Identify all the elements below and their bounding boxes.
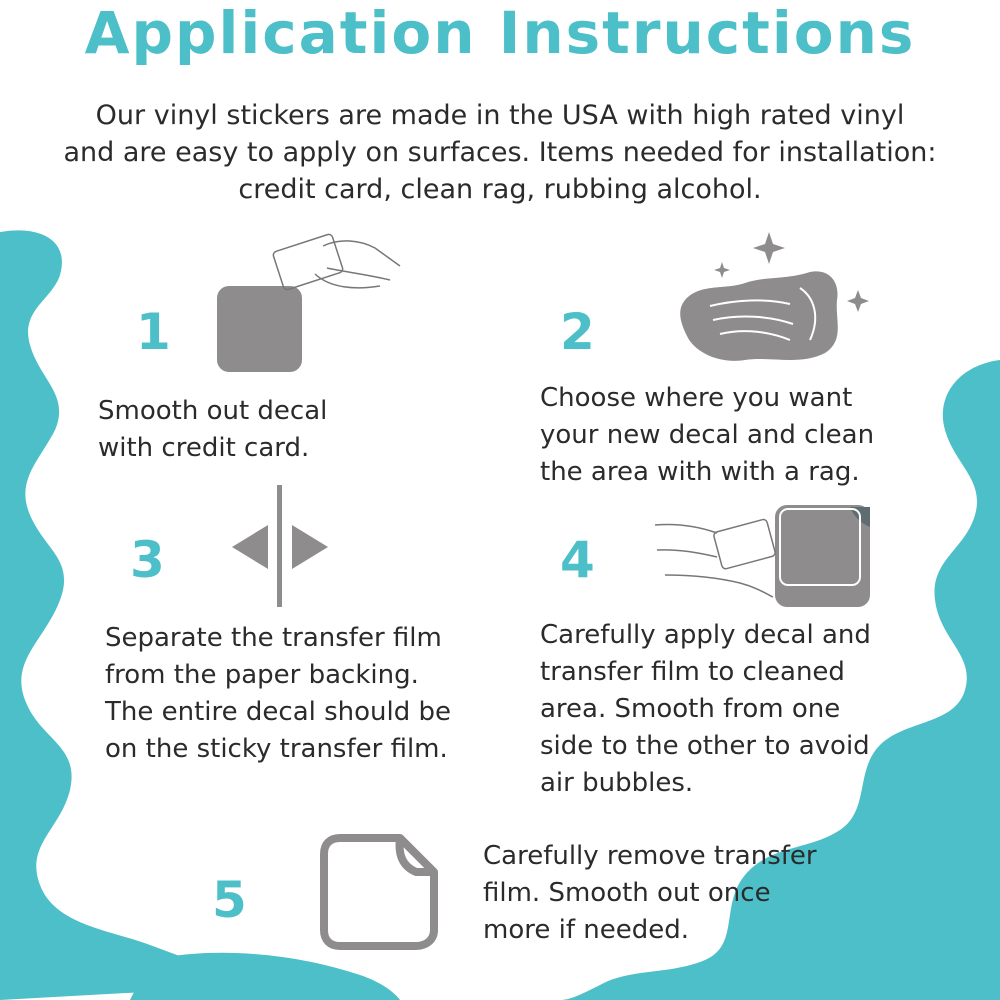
step-line: Smooth out decal <box>98 396 328 426</box>
page-title: Application Instructions <box>84 0 916 67</box>
step-5-number: 5 <box>212 871 247 929</box>
step-line: side to the other to avoid <box>540 731 870 761</box>
step-line: The entire decal should be <box>105 697 452 727</box>
intro-line: credit card, clean rag, rubbing alcohol. <box>238 174 762 205</box>
step-line: film. Smooth out once <box>483 878 771 908</box>
apply-decal-icon <box>655 505 875 610</box>
separate-arrows-icon <box>228 485 333 610</box>
step-line: on the sticky transfer film. <box>105 734 448 764</box>
step-line: with credit card. <box>98 433 310 463</box>
step-1-text <box>98 393 327 467</box>
rag-hand-icon <box>665 228 875 378</box>
peel-corner-icon <box>320 832 440 952</box>
step-line: from the paper backing. <box>105 660 419 690</box>
step-2-number: 2 <box>560 303 595 361</box>
step-3-number: 3 <box>130 531 165 589</box>
step-line: Carefully remove transfer <box>483 841 817 871</box>
step-4-text <box>540 617 871 802</box>
step-line: your new decal and clean <box>540 420 875 450</box>
step-3-text <box>105 620 451 768</box>
step-5-text <box>483 838 817 949</box>
step-line: Choose where you want <box>540 383 853 413</box>
step-4-number: 4 <box>560 531 595 589</box>
intro-line: and are easy to apply on surfaces. Items needed for installation: <box>63 137 937 168</box>
step-line: Separate the transfer film <box>105 623 442 653</box>
credit-card-decal-icon <box>215 228 405 378</box>
step-2-text <box>540 380 874 491</box>
step-line: area. Smooth from one <box>540 694 841 724</box>
step-1-number: 1 <box>136 303 171 361</box>
step-line: transfer film to cleaned <box>540 657 845 687</box>
step-line: more if needed. <box>483 915 689 945</box>
intro-line: Our vinyl stickers are made in the USA with high rated vinyl <box>95 100 905 131</box>
step-line: air bubbles. <box>540 768 694 798</box>
intro-text <box>50 97 950 208</box>
step-line: the area with with a rag. <box>540 457 860 487</box>
step-line: Carefully apply decal and <box>540 620 871 650</box>
